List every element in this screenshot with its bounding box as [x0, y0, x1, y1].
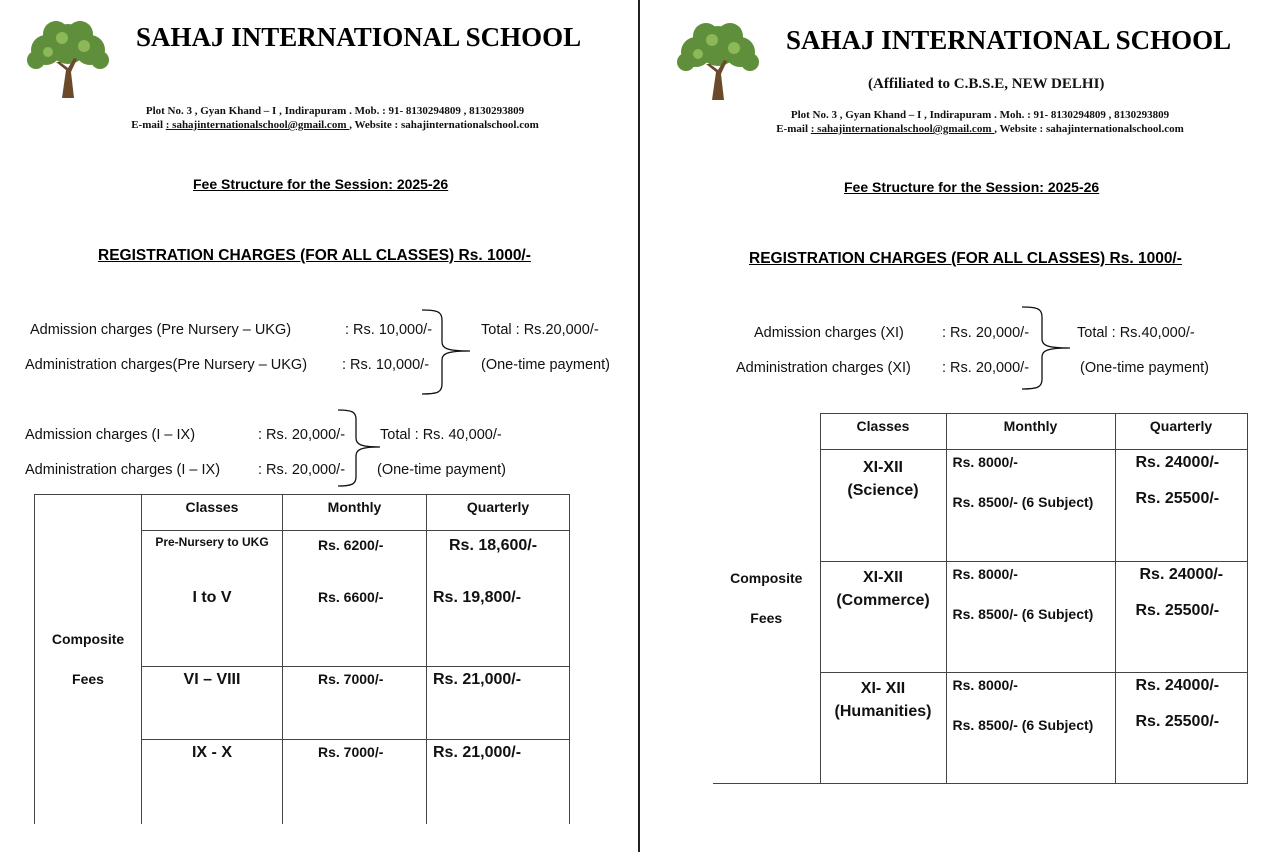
quarterly-cell: Rs. 24000/- Rs. 25500/-: [1115, 673, 1247, 784]
school-address: [745, 108, 1215, 136]
curly-brace-icon: [1020, 305, 1076, 391]
school-name: SAHAJ INTERNATIONAL SCHOOL: [136, 22, 582, 52]
header-classes: Classes: [820, 414, 946, 450]
quarterly-cell: Rs. 18,600/- Rs. 19,800/-: [427, 531, 570, 667]
class-cell: Pre-Nursery to UKG I to V: [142, 531, 283, 667]
header-quarterly: Quarterly: [427, 495, 570, 531]
class-cell: XI- XII (Humanities): [820, 673, 946, 784]
monthly-cell: Rs. 8000/- Rs. 8500/- (6 Subject): [946, 673, 1115, 784]
class-cell: IX - X: [142, 740, 283, 824]
header-monthly: Monthly: [283, 495, 427, 531]
curly-brace-icon: [336, 408, 382, 488]
table-header-row: [713, 414, 1247, 450]
website-text: , Website : sahajinternationalschool.com: [994, 123, 1184, 135]
administration-value-i-ix: : Rs. 20,000/-: [258, 462, 346, 478]
onetime-note-prenursery: (One-time payment): [481, 357, 610, 373]
monthly-cell: Rs. 7000/-: [283, 667, 427, 740]
tree-logo-icon: [672, 20, 764, 102]
monthly-cell: Rs. 7000/-: [283, 740, 427, 824]
composite-fees-label: Composite Fees: [713, 414, 820, 784]
admission-label-xi: Admission charges (XI): [754, 325, 904, 341]
school-name: SAHAJ INTERNATIONAL SCHOOL: [786, 25, 1232, 55]
admission-label-prenursery: Admission charges (Pre Nursery – UKG): [30, 322, 292, 338]
curly-brace-icon: [420, 308, 476, 396]
session-heading: Fee Structure for the Session: 2025-26: [844, 179, 1100, 195]
registration-heading: REGISTRATION CHARGES (FOR ALL CLASSES) Rs. 1000/-: [98, 247, 531, 264]
session-heading: Fee Structure for the Session: 2025-26: [193, 176, 449, 192]
email-link[interactable]: : sahajinternationalschool@gmail.com: [810, 123, 995, 135]
website-text: , Website : sahajinternationalschool.com: [349, 119, 539, 131]
header-quarterly: Quarterly: [1115, 414, 1247, 450]
class-cell: VI – VIII: [142, 667, 283, 740]
email-label: E-mail: [131, 119, 166, 131]
monthly-cell: Rs. 6200/- Rs. 6600/-: [283, 531, 427, 667]
quarterly-cell: Rs. 21,000/-: [427, 667, 570, 740]
affiliation: (Affiliated to C.B.S.E, NEW DELHI): [868, 76, 1105, 92]
monthly-cell: Rs. 8000/- Rs. 8500/- (6 Subject): [946, 562, 1115, 673]
administration-label-prenursery: Administration charges(Pre Nursery – UKG): [25, 357, 308, 373]
header-monthly: Monthly: [946, 414, 1115, 450]
administration-value-prenursery: : Rs. 10,000/-: [342, 357, 430, 373]
header-classes: Classes: [142, 495, 283, 531]
total-xi: Total : Rs.40,000/-: [1077, 325, 1195, 341]
tree-logo-icon: [22, 18, 114, 100]
administration-value-xi: : Rs. 20,000/-: [942, 360, 1030, 376]
registration-heading: REGISTRATION CHARGES (FOR ALL CLASSES) Rs. 1000/-: [749, 250, 1182, 267]
contact-line: [100, 118, 570, 132]
quarterly-cell: Rs. 24000/- Rs. 25500/-: [1115, 450, 1247, 562]
address-line: Plot No. 3 , Gyan Khand – I , Indirapuram . Moh. : 91- 8130294809 , 8130293809: [790, 109, 1170, 121]
quarterly-cell: Rs. 24000/- Rs. 25500/-: [1115, 562, 1247, 673]
monthly-cell: Rs. 8000/- Rs. 8500/- (6 Subject): [946, 450, 1115, 562]
email-label: E-mail: [776, 123, 811, 135]
class-cell: XI-XII (Commerce): [820, 562, 946, 673]
address-line: Plot No. 3 , Gyan Khand – I , Indirapuram . Mob. : 91- 8130294809 , 8130293809: [145, 105, 525, 117]
onetime-note-i-ix: (One-time payment): [377, 462, 506, 478]
composite-fees-table: [713, 413, 1248, 784]
onetime-note-xi: (One-time payment): [1080, 360, 1209, 376]
composite-fees-label: Composite Fees: [35, 495, 142, 824]
class-cell: XI-XII (Science): [820, 450, 946, 562]
admission-label-i-ix: Admission charges (I – IX): [25, 427, 196, 443]
administration-label-xi: Administration charges (XI): [736, 360, 911, 376]
table-header-row: [35, 495, 570, 531]
left-fee-page: [0, 0, 638, 852]
admission-value-xi: : Rs. 20,000/-: [942, 325, 1030, 341]
school-address: [100, 104, 570, 132]
email-link[interactable]: : sahajinternationalschool@gmail.com: [165, 119, 350, 131]
admission-value-i-ix: : Rs. 20,000/-: [258, 427, 346, 443]
contact-line: [745, 122, 1215, 136]
admission-value-prenursery: : Rs. 10,000/-: [345, 322, 433, 338]
right-fee-page: [640, 0, 1279, 852]
total-prenursery: Total : Rs.20,000/-: [481, 322, 599, 338]
quarterly-cell: Rs. 21,000/-: [427, 740, 570, 824]
composite-fees-table: [34, 494, 570, 824]
total-i-ix: Total : Rs. 40,000/-: [380, 427, 502, 443]
administration-label-i-ix: Administration charges (I – IX): [25, 462, 221, 478]
